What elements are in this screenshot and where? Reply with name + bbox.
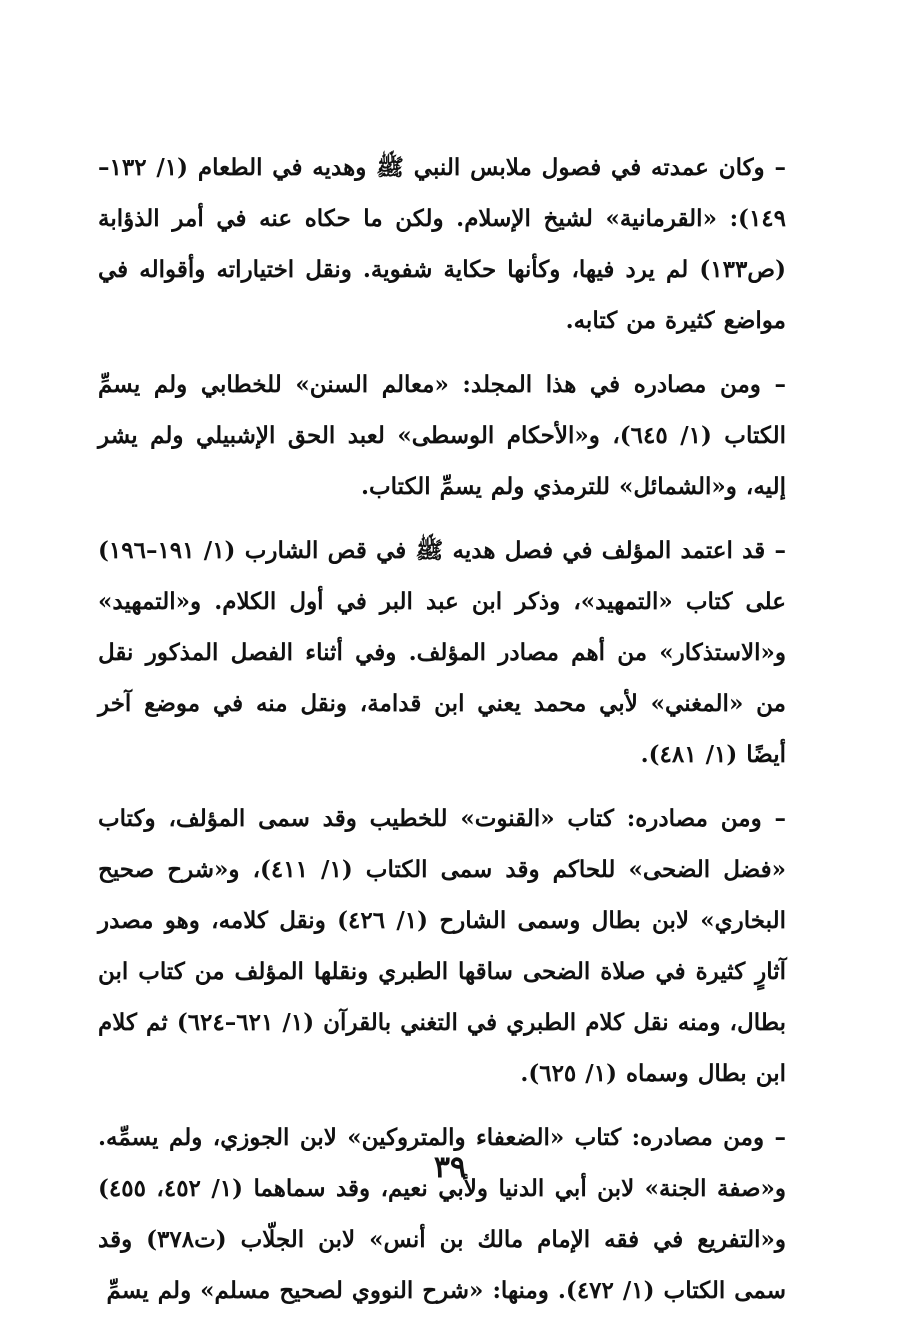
paragraph-5: – ومن مصادره: كتاب «الضعفاء والمتروكين» لابن الجوزي، ولم يسمِّه. و«صفة الجنة» لابن أبي الدنيا ولأبي نعيم، وقد سماهما (١/ ٤٥٢، ٤٥٥) و«التفريع في فقه الإمام مالك بن أنس» لابن الجلّاب (ت٣٧٨) وقد سمى الكتاب (١/ ٤٧٢). ومنها: «شرح النووي لصحيح مسلم» ولم يسمِّ [98, 1124, 786, 1304]
page-number: ٣٩ [433, 1150, 467, 1185]
paragraph-4: – ومن مصادره: كتاب «القنوت» للخطيب وقد سمى المؤلف، وكتاب «فضل الضحى» للحاكم وقد سمى الكتاب (١/ ٤١١)، و«شرح صحيح البخاري» لابن بطال وسمى الشارح (١/ ٤٢٦) ونقل كلامه، وهو مصدر آثارٍ كثيرة في صلاة الضحى ساقها الطبري ونقلها المؤلف من كتاب ابن بطال، ومنه نقل كلام الطبري في التغني بالقرآن (١/ ٦٢١–٦٢٤) ثم كلام ابن بطال وسماه (١/ ٦٢٥). [98, 805, 786, 1087]
paragraph-2: – ومن مصادره في هذا المجلد: «معالم السنن» للخطابي ولم يسمِّ الكتاب (١/ ٦٤٥)، و«الأحكام الوسطى» لعبد الحق الإشبيلي ولم يشر إليه، و«الشمائل» للترمذي ولم يسمِّ الكتاب. [98, 371, 786, 500]
paragraph-3: – قد اعتمد المؤلف في فصل هديه ﷺ في قص الشارب (١/ ١٩١–١٩٦) على كتاب «التمهيد»، وذكر ابن عبد البر في أول الكلام. و«التمهيد» و«الاستذكار» من أهم مصادر المؤلف. وفي أثناء الفصل المذكور نقل من «المغني» لأبي محمد يعني ابن قدامة، ونقل منه في موضع آخر أيضًا (١/ ٤٨١). [98, 537, 786, 768]
paragraph-1: – وكان عمدته في فصول ملابس النبي ﷺ وهديه في الطعام (١/ ١٣٢–١٤٩): «القرمانية» لشيخ الإسلام. ولكن ما حكاه عنه في أمر الذؤابة (ص١٣٣) لم يرد فيها، وكأنها حكاية شفوية. ونقل اختياراته وأقواله في مواضع كثيرة من كتابه. [98, 154, 786, 334]
